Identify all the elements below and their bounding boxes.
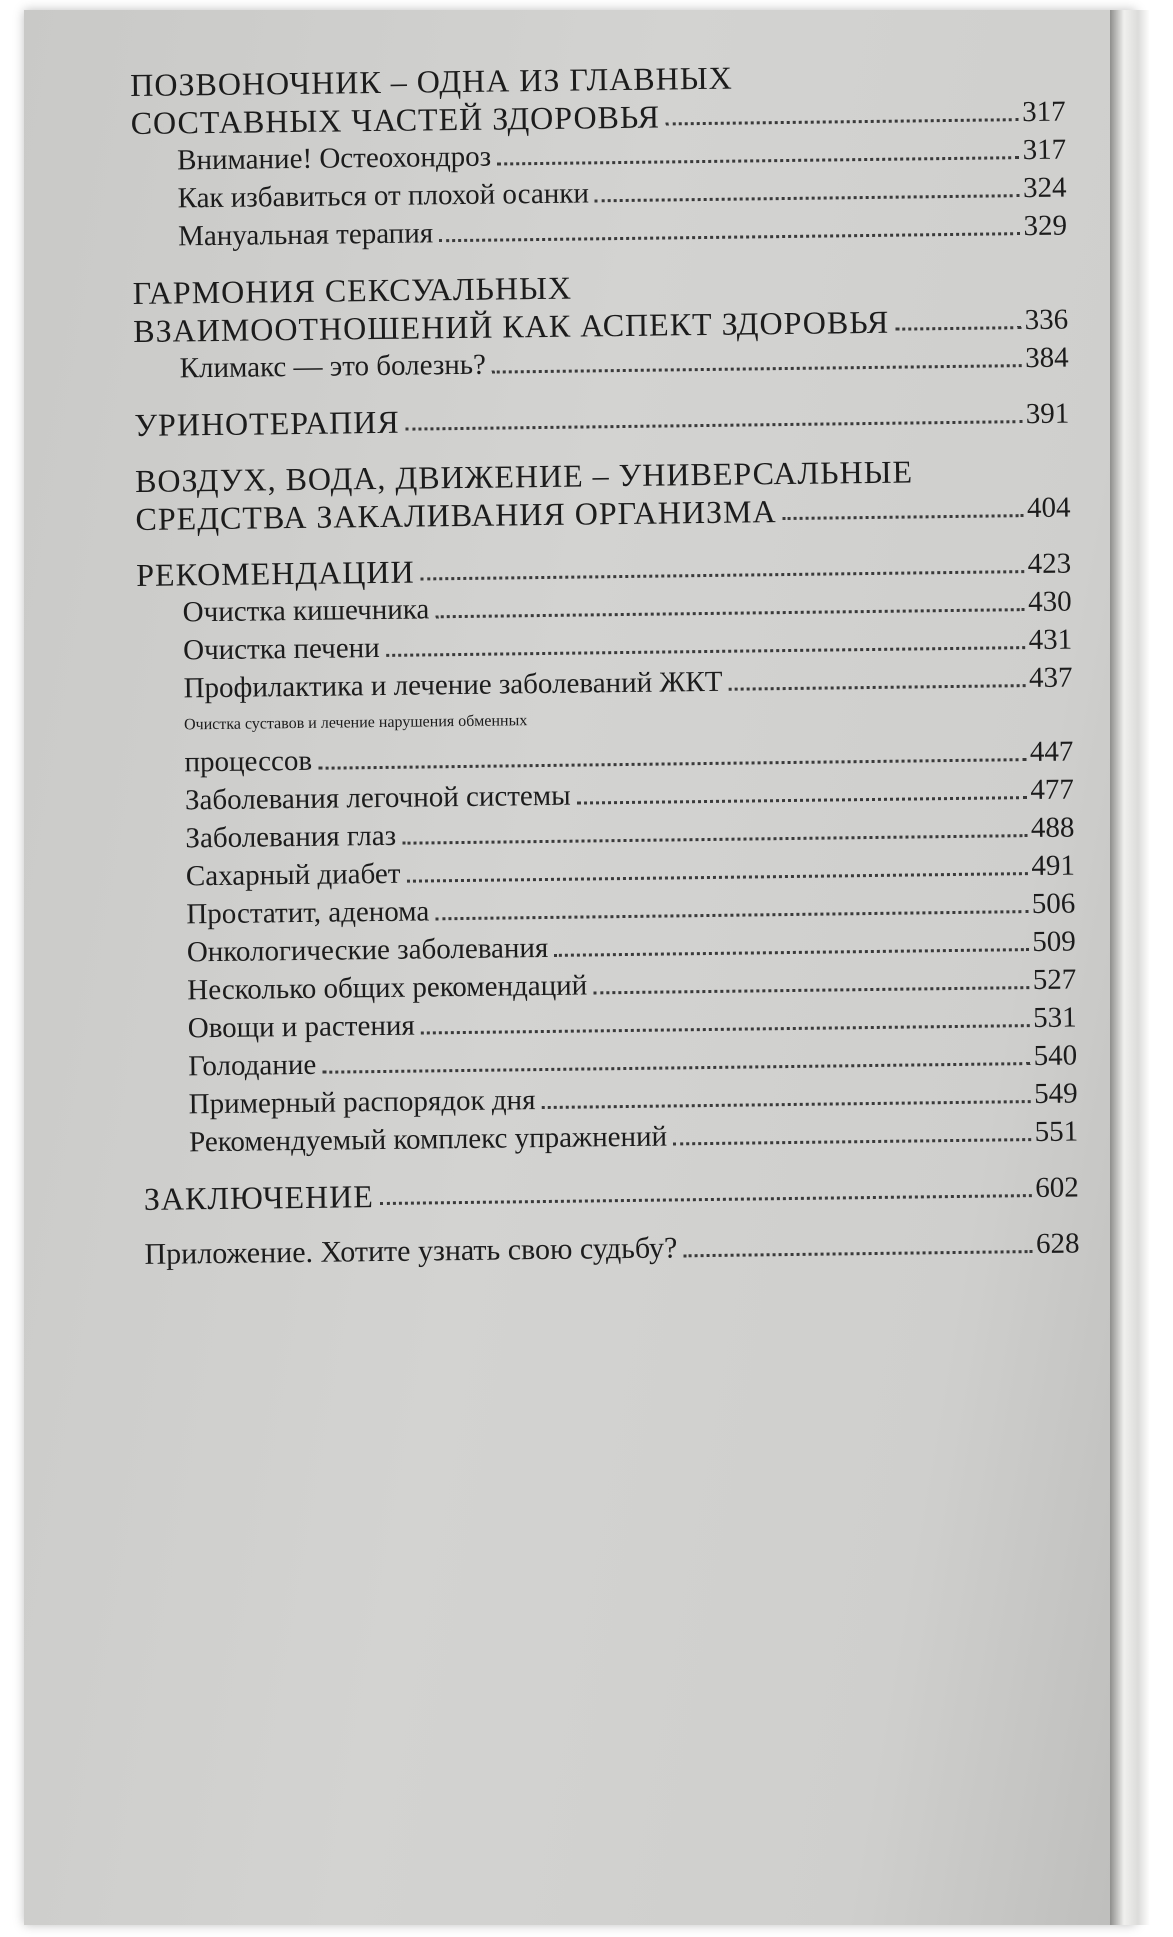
section-heading-line: ЗАКЛЮЧЕНИЕ (143, 1178, 375, 1217)
page-number: 527 (1032, 963, 1077, 997)
page-number: 477 (1030, 773, 1075, 807)
dot-leader (402, 834, 1027, 845)
dot-leader (895, 326, 1020, 331)
entry-title: Рекомендуемый комплекс упражнений (188, 1120, 668, 1159)
entry-title: Очистка кишечника (182, 593, 430, 629)
entry-title: Профилактика и лечение заболеваний ЖКТ (183, 665, 723, 705)
dot-leader (380, 1194, 1032, 1205)
page-number: 488 (1030, 811, 1075, 845)
entry-title: Климакс — это болезнь? (179, 348, 487, 385)
dot-leader (554, 948, 1028, 957)
dot-leader (666, 118, 1018, 125)
section-heading-line: ПОЗВОНОЧНИК – ОДНА ИЗ ГЛАВНЫХ (130, 59, 733, 103)
toc-section (133, 263, 1069, 388)
section-heading-row (134, 395, 1069, 444)
entry-title: Несколько общих рекомендаций (187, 969, 588, 1007)
dot-leader (728, 684, 1025, 691)
page-number: 423 (1027, 547, 1072, 581)
entry-title: процессов (184, 744, 313, 779)
dot-leader (492, 364, 1021, 373)
page-number: 431 (1028, 623, 1073, 657)
dot-leader (435, 910, 1028, 920)
page-number: 491 (1031, 849, 1076, 883)
page-number: 391 (1025, 397, 1070, 431)
page-number: 336 (1024, 303, 1069, 337)
page-edge (1110, 10, 1150, 1925)
toc-section (130, 55, 1067, 256)
dot-leader (318, 758, 1026, 770)
section-heading-line: ГАРМОНИЯ СЕКСУАЛЬНЫХ (132, 269, 573, 311)
toc-section (134, 395, 1069, 444)
page-number: 384 (1024, 341, 1069, 375)
dot-leader (439, 232, 1019, 242)
page-number: 317 (1021, 95, 1066, 129)
dot-leader (683, 1250, 1032, 1257)
page-number: 329 (1023, 209, 1068, 243)
entry-title: Сахарный диабет (185, 857, 401, 893)
dot-leader (421, 1024, 1030, 1034)
toc-section (144, 1168, 1079, 1217)
page-number: 404 (1026, 491, 1071, 525)
entry-title: Заболевания глаз (185, 819, 397, 855)
dot-leader (542, 1100, 1031, 1109)
section-heading-line: РЕКОМЕНДАЦИИ (135, 553, 415, 593)
page-number: 509 (1032, 925, 1076, 959)
page-number: 540 (1033, 1039, 1078, 1073)
dot-leader (322, 1062, 1029, 1074)
dot-leader (593, 986, 1029, 994)
page-number: 506 (1031, 887, 1076, 921)
section-heading-line: ВОЗДУХ, ВОДА, ДВИЖЕНИЕ – УНИВЕРСАЛЬНЫЕ (134, 453, 914, 499)
entry-title-line: Очистка суставов и лечение нарушения обменных (183, 712, 528, 734)
section-heading-line: ВЗАИМООТНОШЕНИЙ КАК АСПЕКТ ЗДОРОВЬЯ (133, 303, 890, 349)
section-heading-row (144, 1168, 1079, 1217)
page-number: 551 (1034, 1115, 1079, 1149)
dot-leader (595, 194, 1019, 202)
dot-leader (421, 570, 1024, 580)
dot-leader (386, 646, 1025, 657)
page-number: 430 (1027, 585, 1072, 619)
dot-leader (673, 1138, 1031, 1145)
entry-title: Онкологические заболевания (186, 931, 549, 969)
page-number: 602 (1035, 1171, 1079, 1205)
page-number: 437 (1028, 661, 1073, 695)
page-number: 531 (1033, 1001, 1077, 1035)
section-heading-line: СОСТАВНЫХ ЧАСТЕЙ ЗДОРОВЬЯ (130, 98, 661, 141)
entry-title: Очистка печени (182, 631, 380, 667)
dot-leader (407, 872, 1028, 883)
toc-section (136, 545, 1078, 1162)
page-number: 447 (1029, 735, 1074, 769)
section-heading-line: УРИНОТЕРАПИЯ (134, 403, 400, 443)
toc-section (135, 451, 1071, 538)
table-of-contents (130, 55, 1080, 1292)
entry-title: Внимание! Остеохондроз (176, 140, 492, 177)
page-number: 324 (1022, 171, 1067, 205)
entry-title: Овощи и растения (187, 1009, 415, 1045)
dot-leader (406, 420, 1022, 431)
entry-title: Простатит, аденома (186, 895, 430, 931)
dot-leader (435, 608, 1024, 618)
entry-title: Голодание (188, 1048, 317, 1083)
dot-leader (783, 514, 1023, 520)
appendix-title: Приложение. Хотите узнать свою судьбу? (144, 1231, 678, 1271)
page-number: 549 (1033, 1077, 1078, 1111)
page-number: 628 (1035, 1227, 1080, 1261)
entry-title: Заболевания легочной системы (184, 779, 571, 817)
section-heading-line: СРЕДСТВА ЗАКАЛИВАНИЯ ОРГАНИЗМА (135, 493, 777, 537)
page-number: 317 (1022, 133, 1067, 167)
dot-leader (577, 796, 1027, 804)
entry-title: Как избавиться от плохой осанки (177, 177, 590, 215)
dot-leader (497, 156, 1018, 165)
entry-title: Мануальная терапия (177, 217, 434, 253)
toc-section (144, 1224, 1079, 1273)
toc-entry-appendix (144, 1224, 1079, 1273)
entry-title: Примерный распорядок дня (188, 1084, 536, 1121)
